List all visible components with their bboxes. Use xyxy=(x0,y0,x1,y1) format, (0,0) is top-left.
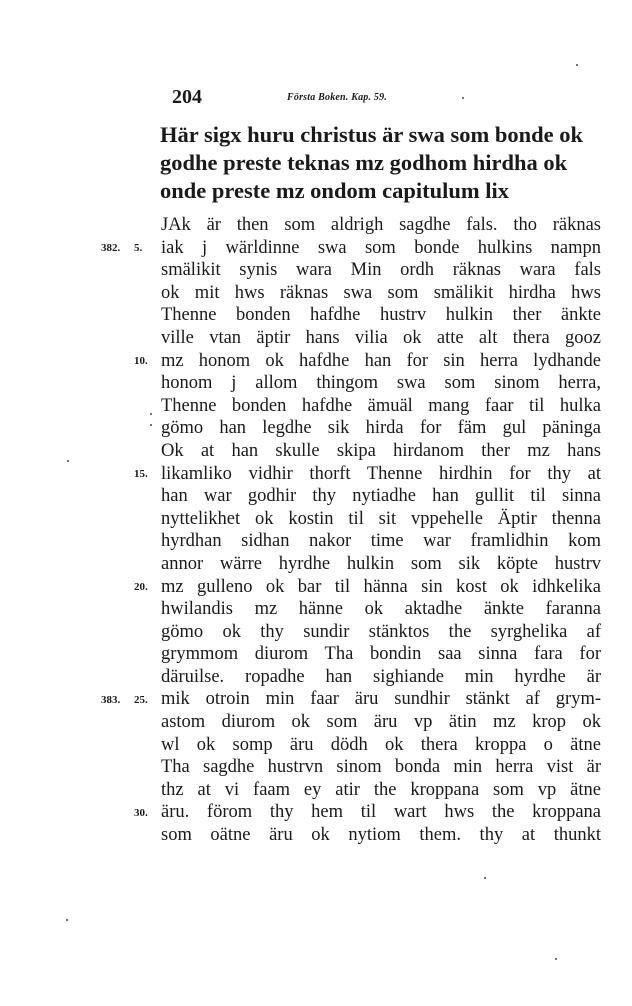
line-number: 5. xyxy=(134,241,143,254)
text-line: ok mit hws räknas swa som smälikit hirdha hws xyxy=(161,282,601,303)
source-page-reference: 382. xyxy=(101,241,121,254)
chapter-title-line: Här sigx huru christus är swa som bonde ok xyxy=(160,122,583,147)
text-line: honom j allom thingom swa som sinom herra, xyxy=(161,373,601,394)
line-number: 10. xyxy=(134,354,148,367)
text-line: iak j wärldinne swa som bonde hulkins nampn xyxy=(161,237,601,258)
line-number: 30. xyxy=(134,806,148,819)
text-line: ville vtan äptir hans vilia ok atte alt thera gooz xyxy=(161,327,601,348)
text-line: hyrdhan sidhan nakor time war framlidhin kom xyxy=(161,531,601,552)
text-line: mz honom ok hafdhe han for sin herra lydhande xyxy=(161,350,601,371)
text-line: thz at vi faam ey atir the kroppana som vp ätne xyxy=(161,779,601,800)
paper-speck xyxy=(66,919,68,921)
page-header xyxy=(0,86,632,112)
text-line: wl ok somp äru dödh ok thera kroppa o ätne xyxy=(161,734,601,755)
chapter-title xyxy=(160,121,620,205)
text-line: grymmom diurom Tha bondin saa sinna fara for xyxy=(161,644,601,665)
running-head: Första Boken. Kap. 59. xyxy=(287,92,387,103)
text-line: Tha sagdhe hustrvn sinom bonda min herra vist är xyxy=(161,757,601,778)
text-line: han war godhir thy nytiadhe han gullit til sinna xyxy=(161,486,601,507)
paper-speck xyxy=(150,413,152,415)
paper-speck xyxy=(150,424,152,426)
page-number: 204 xyxy=(172,86,202,108)
text-line: nyttelikhet ok kostin til sit vppehelle Äptir thenna xyxy=(161,508,601,529)
text-line: Thenne bonden hafdhe hustrv hulkin ther änkte xyxy=(161,305,601,326)
text-line: likamliko vidhir thorft Thenne hirdhin for thy at xyxy=(161,463,601,484)
body-text xyxy=(161,214,601,847)
text-line: mik otroin min faar äru sundhir stänkt af grym- xyxy=(161,689,601,710)
text-line: smälikit synis wara Min ordh räknas wara fals xyxy=(161,260,601,281)
text-line: mz gulleno ok bar til hänna sin kost ok idhkelika xyxy=(161,576,601,597)
source-page-reference: 383. xyxy=(101,693,121,706)
text-line: som oätne äru ok nytiom them. thy at thunkt xyxy=(161,825,601,846)
line-number: 15. xyxy=(134,467,148,480)
text-line: Ok at han skulle skipa hirdanom ther mz hans xyxy=(161,440,601,461)
paper-speck xyxy=(67,460,69,462)
text-line: däruilse. ropadhe han sighiande min hyrdhe är xyxy=(161,666,601,687)
line-number: 25. xyxy=(134,693,148,706)
text-line: gömo han legdhe sik hirda for fäm gul päninga xyxy=(161,418,601,439)
text-line: gömo ok thy sundir stänktos the syrghelika af xyxy=(161,621,601,642)
text-line: astom diurom ok som äru vp ätin mz krop ok xyxy=(161,712,601,733)
chapter-title-line: onde preste mz ondom capitulum lix xyxy=(160,178,509,203)
text-line: hwilandis mz hänne ok aktadhe änkte faranna xyxy=(161,599,601,620)
text-line: äru. förom thy hem til wart hws the kroppana xyxy=(161,802,601,823)
paper-speck xyxy=(576,64,578,66)
text-line: annor wärre hyrdhe hulkin som sik köpte hustrv xyxy=(161,553,601,574)
paper-speck xyxy=(555,958,557,960)
text-line: JAk är then som aldrigh sagdhe fals. tho räknas xyxy=(161,215,601,235)
chapter-title-line: godhe preste teknas mz godhom hirdha ok xyxy=(160,150,568,175)
text-line: Thenne bonden hafdhe ämuäl mang faar til hulka xyxy=(161,395,601,416)
line-number: 20. xyxy=(134,580,148,593)
paper-speck xyxy=(484,877,486,879)
paper-speck xyxy=(462,97,464,99)
